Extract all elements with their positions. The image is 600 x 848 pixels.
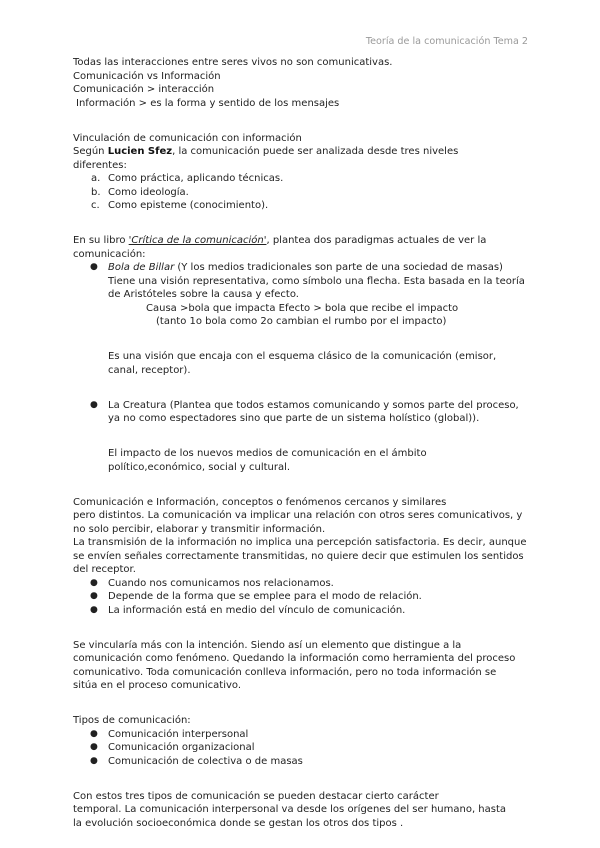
author-name: Lucien Sfez	[107, 146, 173, 157]
list-item: ● La información está en medio del vínculo de comunicación.	[90, 604, 406, 616]
text-line: comunicación como fenómeno. Quedando la información como herramienta del proceso	[73, 653, 516, 664]
intention-block	[73, 639, 535, 693]
list-item: b. Como ideología.	[91, 186, 189, 198]
bullet-icon: ●	[90, 577, 98, 588]
list-item: ● Depende de la forma que se emplee para el modo de relación.	[90, 591, 422, 602]
text-line: comunicativo. Toda comunicación conlleva información, pero no toda información se	[73, 666, 497, 678]
levels-list	[73, 172, 535, 213]
list-item: ● Comunicación de colectiva o de masas	[90, 755, 303, 767]
text-line: pero distintos. La comunicación va implicar una relación con otros seres comunicativos, y	[73, 510, 523, 521]
text-line: político,económico, social y cultural.	[108, 461, 291, 473]
text-line: Todas las interacciones entre seres vivos no son comunicativas.	[73, 57, 393, 68]
text-line: Causa >bola que impacta Efecto > bola que recibe el impacto	[146, 302, 459, 314]
text-line: Comunicación vs Información	[73, 70, 221, 82]
text-line: comunicación:	[73, 248, 146, 260]
bullet-icon: ●	[90, 591, 98, 601]
text-line: no solo percibir, elaborar y transmitir información.	[73, 523, 326, 535]
types-block	[73, 714, 535, 768]
text-line: Información > es la forma y sentido de los mensajes	[76, 97, 340, 109]
bullet-icon: ●	[90, 399, 98, 410]
text-line: El impacto de los nuevos medios de comunicación en el ámbito	[108, 448, 427, 459]
text-line: canal, receptor).	[108, 364, 191, 376]
types-list	[73, 728, 535, 769]
page-header: Teoría de la comunicación Tema 2	[365, 36, 528, 47]
comparison-block	[73, 496, 535, 618]
intro-block	[73, 56, 535, 110]
text-line: Comunicación > interacción	[73, 84, 215, 95]
text-line: Con estos tres tipos de comunicación se pueden destacar cierto carácter	[73, 790, 439, 802]
list-item: c. Como episteme (conocimiento).	[91, 200, 269, 211]
text-line: de Aristóteles sobre la causa y efecto.	[108, 289, 299, 300]
list-item: ● Comunicación organizacional	[90, 742, 255, 753]
document-body	[73, 56, 535, 830]
list-item: a. Como práctica, aplicando técnicas.	[91, 173, 284, 184]
text-line: del receptor.	[73, 564, 136, 575]
list-item: ● La Creatura (Plantea que todos estamos comunicando y somos parte del proceso,	[90, 399, 519, 411]
text-line: ya no como espectadores sino que parte de un sistema holístico (global)).	[108, 413, 480, 424]
text-line: diferentes:	[73, 159, 127, 171]
relation-list	[73, 577, 535, 618]
paradigm-list	[73, 261, 535, 275]
bullet-icon: ●	[90, 604, 98, 615]
book-title-link[interactable]: 'Crítica de la comunicación'	[128, 235, 267, 246]
text-line: la evolución socioeconómica donde se gestan los otros dos tipos .	[73, 817, 404, 829]
text-line: se envíen señales correctamente transmitidas, no quiere decir que estimulen los sentidos	[73, 550, 524, 562]
text-line: Se vincularía más con la intención. Siendo así un elemento que distingue a la	[73, 639, 462, 651]
text-line: sitúa en el proceso comunicativo.	[73, 680, 242, 691]
text-line: temporal. La comunicación interpersonal va desde los orígenes del ser humano, hasta	[73, 804, 507, 815]
bullet-icon: ●	[90, 728, 98, 739]
bullet-icon: ●	[90, 755, 98, 766]
sfez-block	[73, 132, 535, 213]
text-line: En su libro 'Crítica de la comunicación', plantea dos paradigmas actuales de ver la	[73, 235, 487, 246]
paradigms-block	[73, 234, 535, 474]
paradigm-list	[73, 399, 535, 413]
list-item: ● Cuando nos comunicamos nos relacionamos.	[90, 577, 334, 589]
text-line: Vinculación de comunicación con información	[73, 132, 302, 144]
text-line: Según Lucien Sfez, la comunicación puede ser analizada desde tres niveles	[73, 146, 459, 157]
text-line: Tipos de comunicación:	[73, 715, 191, 726]
text-line: (tanto 1o bola como 2o cambian el rumbo por el impacto)	[156, 316, 447, 327]
text-line: Tiene una visión representativa, como símbolo una flecha. Esta basada en la teoría	[108, 275, 525, 287]
text-line: La transmisión de la información no implica una percepción satisfactoria. Es decir, aunque	[73, 537, 527, 548]
list-item: ● Bola de Billar (Y los medios tradicionales son parte de una sociedad de masas)	[90, 262, 503, 273]
text-line: Es una visión que encaja con el esquema clásico de la comunicación (emisor,	[108, 351, 497, 362]
temporal-block	[73, 790, 535, 831]
text-line: Comunicación e Información, conceptos o fenómenos cercanos y similares	[73, 496, 447, 508]
list-item: ● Comunicación interpersonal	[90, 728, 249, 740]
bullet-icon: ●	[90, 742, 98, 752]
bullet-icon: ●	[90, 262, 98, 272]
